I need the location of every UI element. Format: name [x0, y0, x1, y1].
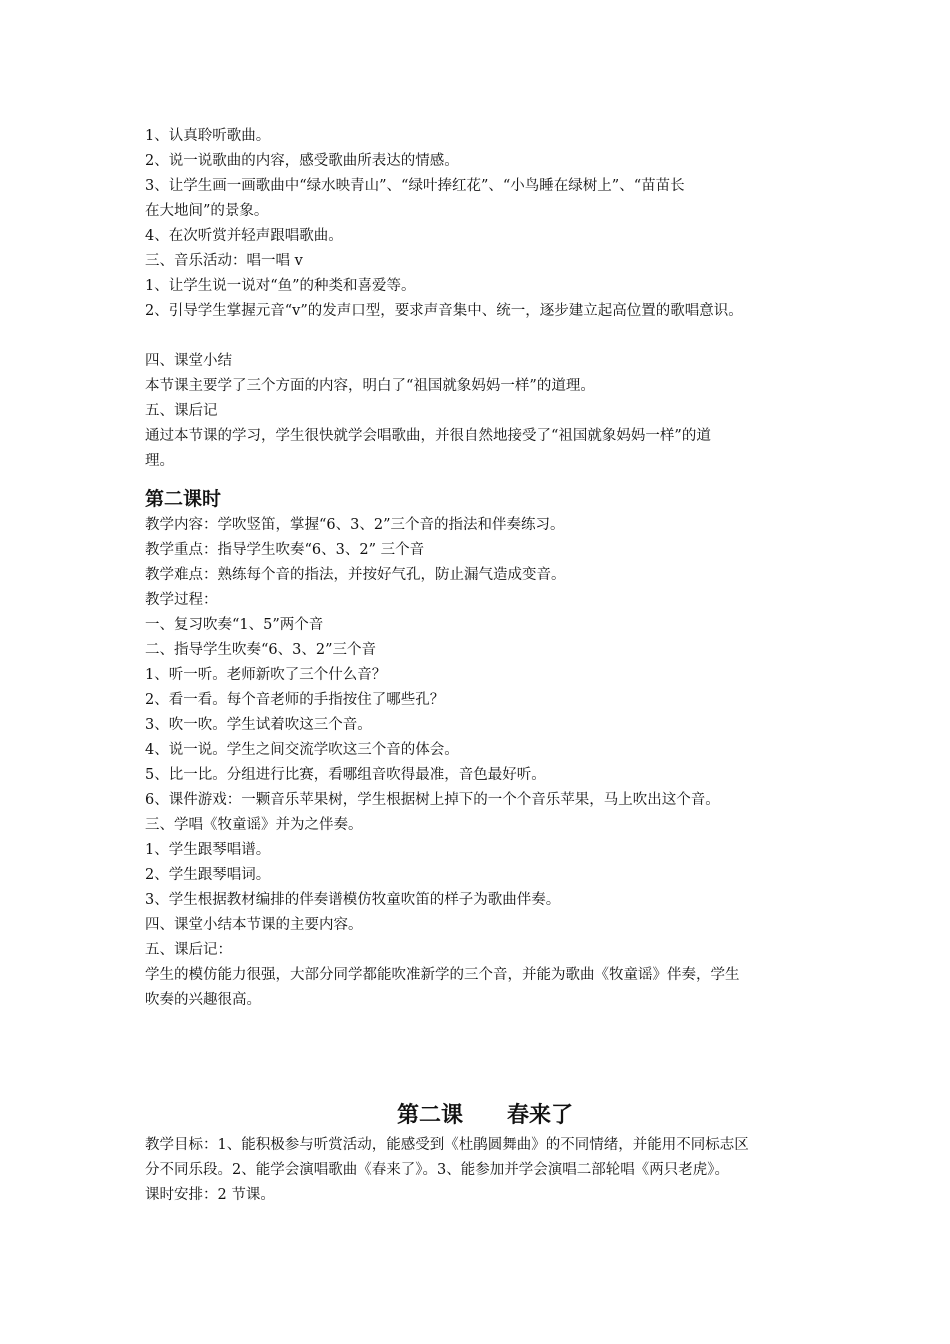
- lesson2-line: 二、指导学生吹奏“6、3、2”三个音: [145, 642, 377, 658]
- lesson2-line: 5、比一比。分组进行比赛，看哪组音吹得最准，音色最好听。: [145, 767, 546, 783]
- blank-line: [145, 324, 825, 349]
- lesson1-summary-line: 本节课主要学了三个方面的内容，明白了“祖国就象妈妈一样”的道理。: [145, 378, 595, 394]
- lesson2-line: 教学内容：学吹竖笛，掌握“6、3、2”三个音的指法和伴奏练习。: [145, 517, 565, 533]
- section-lesson1-summary: [145, 349, 825, 474]
- document-page: [145, 124, 825, 1203]
- lesson2-line: 教学难点：熟练每个音的指法，并按好气孔，防止漏气造成变音。: [145, 567, 566, 583]
- lesson2-line: 6、课件游戏：一颗音乐苹果树，学生根据树上掉下的一个个音乐苹果，马上吹出这个音。: [145, 792, 720, 808]
- lesson2-line: 教学重点：指导学生吹奏“6、3、2” 三个音: [145, 542, 425, 558]
- lesson1-step-line: 4、在次听赏并轻声跟唱歌曲。: [145, 228, 343, 244]
- chapter2-body: [145, 1133, 825, 1208]
- lesson2-line: 四、课堂小结本节课的主要内容。: [145, 917, 363, 933]
- lesson2-line: 五、课后记：: [145, 942, 232, 958]
- lesson1-summary-line: 通过本节课的学习，学生很快就学会唱歌曲，并很自然地接受了“祖国就象妈妈一样”的道: [145, 428, 711, 444]
- lesson1-step-line: 三、音乐活动：唱一唱 v: [145, 253, 303, 269]
- lesson2-line: 三、学唱《牧童谣》并为之伴奏。: [145, 817, 363, 833]
- lesson2-line: 1、学生跟琴唱谱。: [145, 842, 271, 858]
- lesson1-step-line: 1、让学生说一说对“鱼”的种类和喜爱等。: [145, 278, 416, 294]
- lesson2-heading: 第二课时: [145, 488, 222, 510]
- lesson2-line: 2、学生跟琴唱词。: [145, 867, 271, 883]
- chapter2-title-number: 第二课: [396, 1103, 463, 1128]
- lesson2-line: 教学过程：: [145, 592, 218, 608]
- lesson1-summary-line: 理。: [145, 453, 174, 469]
- lesson1-step-line: 2、引导学生掌握元音“v”的发声口型，要求声音集中、统一，逐步建立起高位置的歌唱意识。: [145, 303, 743, 319]
- lesson2-line: 吹奏的兴趣很高。: [145, 992, 261, 1008]
- chapter2-title: [145, 1099, 825, 1133]
- lesson1-summary-line: 四、课堂小结: [145, 353, 232, 369]
- chapter2-line: 分不同乐段。2、能学会演唱歌曲《春来了》。3、能参加并学会演唱二部轮唱《两只老虎》。: [145, 1162, 729, 1178]
- lesson1-step-line: 2、说一说歌曲的内容，感受歌曲所表达的情感。: [145, 153, 459, 169]
- lesson1-summary-line: 五、课后记: [145, 403, 218, 419]
- chapter2-title-name: 春来了: [507, 1103, 574, 1128]
- lesson2-line: 一、复习吹奏“1、5”两个音: [145, 617, 324, 633]
- section-lesson1-steps: [145, 124, 825, 324]
- lesson2-line: 3、学生根据教材编排的伴奏谱模仿牧童吹笛的样子为歌曲伴奏。: [145, 892, 561, 908]
- lesson1-step-line: 在大地间”的景象。: [145, 203, 269, 219]
- lesson1-step-line: 3、让学生画一画歌曲中“绿水映青山”、“绿叶捧红花”、“小鸟睡在绿树上”、“苗苗长: [145, 178, 685, 194]
- lesson2-line: 4、说一说。学生之间交流学吹这三个音的体会。: [145, 742, 459, 758]
- lesson2-line: 3、吹一吹。学生试着吹这三个音。: [145, 717, 372, 733]
- chapter2-line: 课时安排：2 节课。: [145, 1187, 275, 1203]
- lesson2-line: 1、听一听。老师新吹了三个什么音？: [145, 667, 387, 683]
- section-chapter2: [145, 1099, 825, 1208]
- chapter2-line: 教学目标：1、能积极参与听赏活动，能感受到《杜鹃圆舞曲》的不同情绪，并能用不同标志区: [145, 1137, 749, 1153]
- section-lesson2-body: [145, 513, 825, 1013]
- lesson1-step-line: 1、认真聆听歌曲。: [145, 128, 271, 144]
- lesson2-line: 2、看一看。每个音老师的手指按住了哪些孔？: [145, 692, 445, 708]
- lesson2-line: 学生的模仿能力很强，大部分同学都能吹准新学的三个音，并能为歌曲《牧童谣》伴奏，学生: [145, 967, 740, 983]
